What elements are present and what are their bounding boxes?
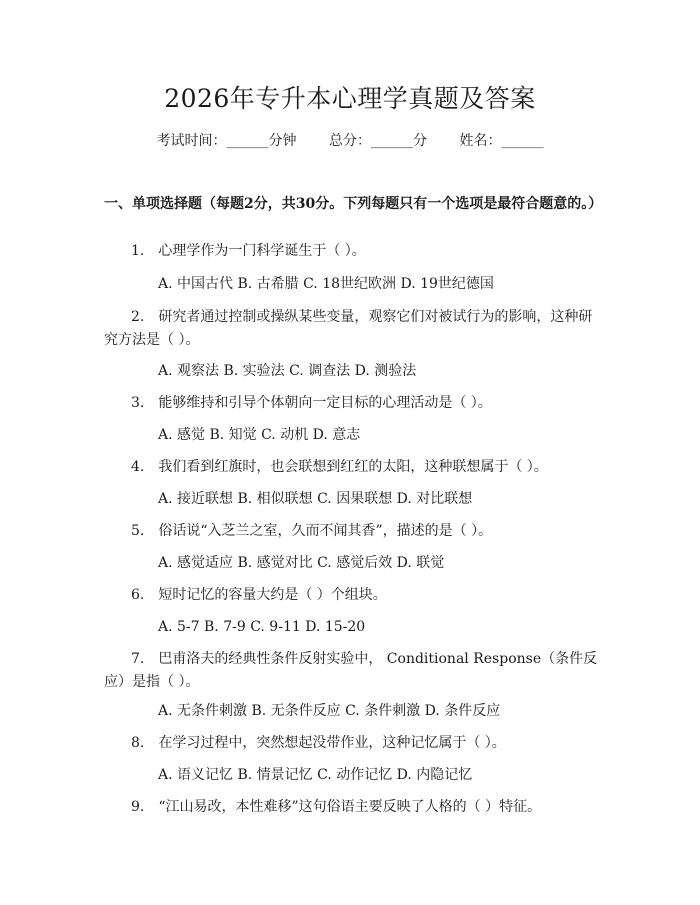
question-4: 4. 我们看到红旗时，也会联想到红红的太阳，这种联想属于（ ）。 [131, 459, 548, 475]
page-title: 2026年专升本心理学真题及答案 [164, 84, 536, 113]
question-6-options: A. 5-7 B. 7-9 C. 9-11 D. 15-20 [158, 619, 366, 635]
question-4-options: A. 接近联想 B. 相似联想 C. 因果联想 D. 对比联想 [158, 491, 473, 507]
exam-meta [0, 130, 700, 152]
question-1-options: A. 中国古代 B. 古希腊 C. 18世纪欧洲 D. 19世纪德国 [158, 276, 494, 292]
question-2-options: A. 观察法 B. 实验法 C. 调查法 D. 测验法 [158, 363, 417, 379]
exam-time: 考试时间：______分钟 [156, 133, 297, 149]
question-7-options: A. 无条件刺激 B. 无条件反应 C. 条件刺激 D. 条件反应 [158, 703, 501, 719]
exam-score: 总分：______分 [329, 133, 427, 149]
question-3-options: A. 感觉 B. 知觉 C. 动机 D. 意志 [158, 427, 361, 443]
question-5-options: A. 感觉适应 B. 感觉对比 C. 感觉后效 D. 联觉 [158, 555, 445, 571]
question-2: 2. 研究者通过控制或操纵某些变量，观察它们对被试行为的影响，这种研究方法是（ ）。 [104, 309, 593, 348]
question-1: 1. 心理学作为一门科学诞生于（ ）。 [131, 243, 366, 259]
student-name: 姓名：______ [459, 133, 544, 149]
section-heading: 一、单项选择题（每题2分，共30分。下列每题只有一个选项是最符合题意的。） [104, 196, 603, 212]
question-8: 8. 在学习过程中，突然想起没带作业，这种记忆属于（ ）。 [131, 735, 506, 751]
question-7: 7. 巴甫洛夫的经典性条件反射实验中， Conditional Response（条件反应）是指（ ）。 [104, 651, 598, 690]
question-8-options: A. 语义记忆 B. 情景记忆 C. 动作记忆 D. 内隐记忆 [158, 767, 473, 783]
question-5: 5. 俗话说“入芝兰之室，久而不闻其香”，描述的是（ ）。 [131, 523, 493, 539]
question-9: 9. “江山易改，本性难移”这句俗语主要反映了人格的（ ）特征。 [131, 799, 542, 815]
question-6: 6. 短时记忆的容量大约是（ ）个组块。 [131, 587, 387, 603]
question-3: 3. 能够维持和引导个体朝向一定目标的心理活动是（ ）。 [131, 395, 492, 411]
